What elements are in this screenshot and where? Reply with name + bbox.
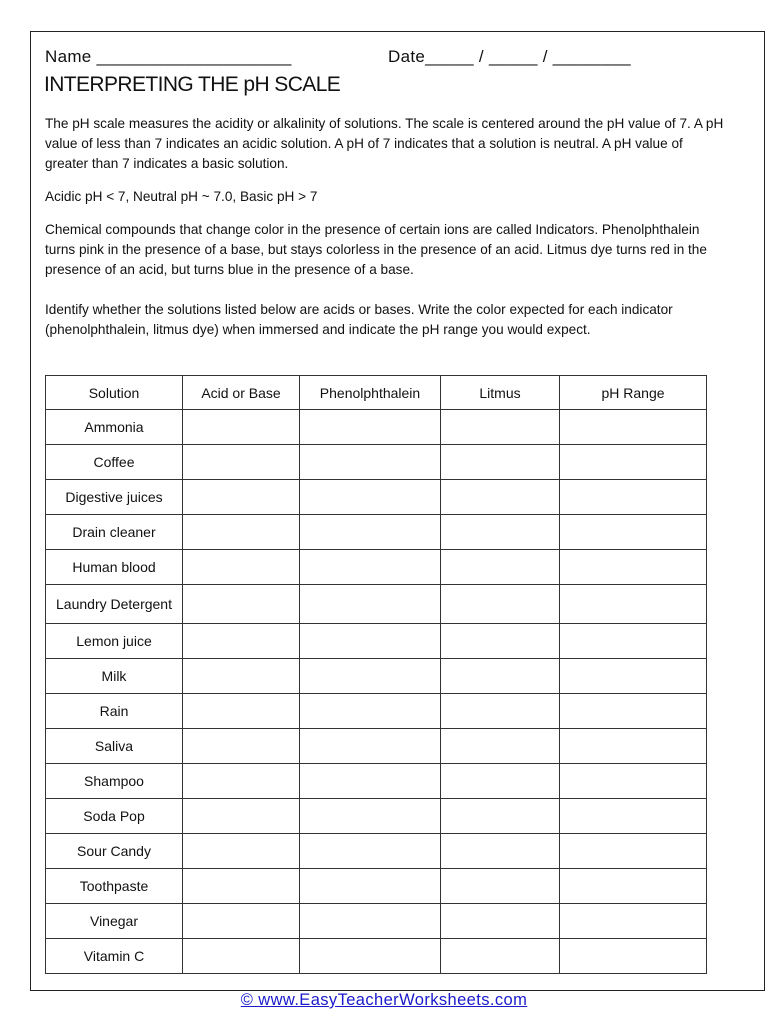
solution-name-cell: Human blood xyxy=(46,550,183,585)
litmus-answer-cell[interactable] xyxy=(441,515,560,550)
col-header-phenolphthalein: Phenolphthalein xyxy=(300,376,441,410)
litmus-answer-cell[interactable] xyxy=(441,729,560,764)
solution-name-cell: Lemon juice xyxy=(46,624,183,659)
litmus-answer-cell[interactable] xyxy=(441,550,560,585)
solution-name-cell: Coffee xyxy=(46,445,183,480)
phenolphthalein-answer-cell[interactable] xyxy=(300,799,441,834)
acid-or-base-answer-cell[interactable] xyxy=(183,445,300,480)
table-row xyxy=(46,939,707,974)
acid-or-base-answer-cell[interactable] xyxy=(183,624,300,659)
phenolphthalein-answer-cell[interactable] xyxy=(300,869,441,904)
solution-name-cell: Vitamin C xyxy=(46,939,183,974)
ph-range-answer-cell[interactable] xyxy=(560,550,707,585)
ph-range-answer-cell[interactable] xyxy=(560,869,707,904)
table-row xyxy=(46,410,707,445)
table-header-row xyxy=(46,376,707,410)
ph-range-answer-cell[interactable] xyxy=(560,904,707,939)
acid-or-base-answer-cell[interactable] xyxy=(183,834,300,869)
solution-name-cell: Ammonia xyxy=(46,410,183,445)
intro-paragraph: The pH scale measures the acidity or alkalinity of solutions. The scale is centered around the pH value of 7. A pH value of less than 7 indicates an acidic solution. A pH of 7 indicates that a solution is neutral. A pH value of greater than 7 indicates a basic solution. xyxy=(45,116,724,171)
acid-or-base-answer-cell[interactable] xyxy=(183,939,300,974)
name-field-label: Name ____________________ xyxy=(45,47,292,66)
date-field-label: Date_____ / _____ / ________ xyxy=(388,47,631,66)
litmus-answer-cell[interactable] xyxy=(441,939,560,974)
phenolphthalein-answer-cell[interactable] xyxy=(300,480,441,515)
ph-range-answer-cell[interactable] xyxy=(560,659,707,694)
litmus-answer-cell[interactable] xyxy=(441,445,560,480)
table-row xyxy=(46,659,707,694)
litmus-answer-cell[interactable] xyxy=(441,659,560,694)
col-header-ph-range: pH Range xyxy=(560,376,707,410)
litmus-answer-cell[interactable] xyxy=(441,410,560,445)
phenolphthalein-answer-cell[interactable] xyxy=(300,694,441,729)
ph-ranges-line: Acidic pH < 7, Neutral pH ~ 7.0, Basic pH > 7 xyxy=(45,189,318,204)
table-row xyxy=(46,624,707,659)
table-row xyxy=(46,799,707,834)
table-row xyxy=(46,445,707,480)
phenolphthalein-answer-cell[interactable] xyxy=(300,410,441,445)
table-row xyxy=(46,834,707,869)
solution-name-cell: Sour Candy xyxy=(46,834,183,869)
solution-name-cell: Digestive juices xyxy=(46,480,183,515)
table-row xyxy=(46,585,707,624)
ph-range-answer-cell[interactable] xyxy=(560,410,707,445)
litmus-answer-cell[interactable] xyxy=(441,904,560,939)
solution-name-cell: Laundry Detergent xyxy=(46,585,183,624)
table-row xyxy=(46,515,707,550)
litmus-answer-cell[interactable] xyxy=(441,694,560,729)
phenolphthalein-answer-cell[interactable] xyxy=(300,445,441,480)
table-row xyxy=(46,550,707,585)
table-row xyxy=(46,904,707,939)
phenolphthalein-answer-cell[interactable] xyxy=(300,515,441,550)
phenolphthalein-answer-cell[interactable] xyxy=(300,904,441,939)
litmus-answer-cell[interactable] xyxy=(441,869,560,904)
ph-range-answer-cell[interactable] xyxy=(560,834,707,869)
litmus-answer-cell[interactable] xyxy=(441,834,560,869)
acid-or-base-answer-cell[interactable] xyxy=(183,694,300,729)
table-row xyxy=(46,764,707,799)
litmus-answer-cell[interactable] xyxy=(441,799,560,834)
acid-or-base-answer-cell[interactable] xyxy=(183,515,300,550)
phenolphthalein-answer-cell[interactable] xyxy=(300,550,441,585)
answer-table xyxy=(45,375,707,974)
col-header-acid-or-base: Acid or Base xyxy=(183,376,300,410)
acid-or-base-answer-cell[interactable] xyxy=(183,659,300,694)
table-row xyxy=(46,729,707,764)
ph-range-answer-cell[interactable] xyxy=(560,515,707,550)
acid-or-base-answer-cell[interactable] xyxy=(183,764,300,799)
phenolphthalein-answer-cell[interactable] xyxy=(300,939,441,974)
table-row xyxy=(46,869,707,904)
solution-name-cell: Toothpaste xyxy=(46,869,183,904)
phenolphthalein-answer-cell[interactable] xyxy=(300,585,441,624)
litmus-answer-cell[interactable] xyxy=(441,624,560,659)
phenolphthalein-answer-cell[interactable] xyxy=(300,834,441,869)
ph-range-answer-cell[interactable] xyxy=(560,624,707,659)
litmus-answer-cell[interactable] xyxy=(441,585,560,624)
acid-or-base-answer-cell[interactable] xyxy=(183,410,300,445)
col-header-litmus: Litmus xyxy=(441,376,560,410)
solution-name-cell: Vinegar xyxy=(46,904,183,939)
solution-name-cell: Rain xyxy=(46,694,183,729)
footer-website-link[interactable]: © www.EasyTeacherWorksheets.com xyxy=(240,991,528,1009)
indicators-paragraph: Chemical compounds that change color in the presence of certain ions are called Indicators. Phenolphthalein turns pink in the presence of a base, but stays colorless in the presence of an acid. Litmus dye turns red in the presence of an acid, but turns blue in the presence of a base. xyxy=(45,222,707,277)
phenolphthalein-answer-cell[interactable] xyxy=(300,624,441,659)
phenolphthalein-answer-cell[interactable] xyxy=(300,659,441,694)
instructions-paragraph: Identify whether the solutions listed below are acids or bases. Write the color expected for each indicator (phenolphthalein, litmus dye) when immersed and indicate the pH range you would expect. xyxy=(45,302,673,337)
solution-name-cell: Milk xyxy=(46,659,183,694)
phenolphthalein-answer-cell[interactable] xyxy=(300,729,441,764)
col-header-solution: Solution xyxy=(46,376,183,410)
ph-range-answer-cell[interactable] xyxy=(560,585,707,624)
acid-or-base-answer-cell[interactable] xyxy=(183,869,300,904)
acid-or-base-answer-cell[interactable] xyxy=(183,799,300,834)
solution-name-cell: Shampoo xyxy=(46,764,183,799)
litmus-answer-cell[interactable] xyxy=(441,764,560,799)
ph-range-answer-cell[interactable] xyxy=(560,445,707,480)
table-row xyxy=(46,480,707,515)
ph-range-answer-cell[interactable] xyxy=(560,764,707,799)
solution-name-cell: Drain cleaner xyxy=(46,515,183,550)
solution-name-cell: Saliva xyxy=(46,729,183,764)
ph-range-answer-cell[interactable] xyxy=(560,939,707,974)
acid-or-base-answer-cell[interactable] xyxy=(183,480,300,515)
ph-range-answer-cell[interactable] xyxy=(560,799,707,834)
ph-range-answer-cell[interactable] xyxy=(560,729,707,764)
acid-or-base-answer-cell[interactable] xyxy=(183,550,300,585)
litmus-answer-cell[interactable] xyxy=(441,480,560,515)
page-title: INTERPRETING THE pH SCALE xyxy=(44,73,341,96)
ph-range-answer-cell[interactable] xyxy=(560,480,707,515)
acid-or-base-answer-cell[interactable] xyxy=(183,904,300,939)
acid-or-base-answer-cell[interactable] xyxy=(183,585,300,624)
solution-name-cell: Soda Pop xyxy=(46,799,183,834)
table-row xyxy=(46,694,707,729)
acid-or-base-answer-cell[interactable] xyxy=(183,729,300,764)
ph-range-answer-cell[interactable] xyxy=(560,694,707,729)
phenolphthalein-answer-cell[interactable] xyxy=(300,764,441,799)
